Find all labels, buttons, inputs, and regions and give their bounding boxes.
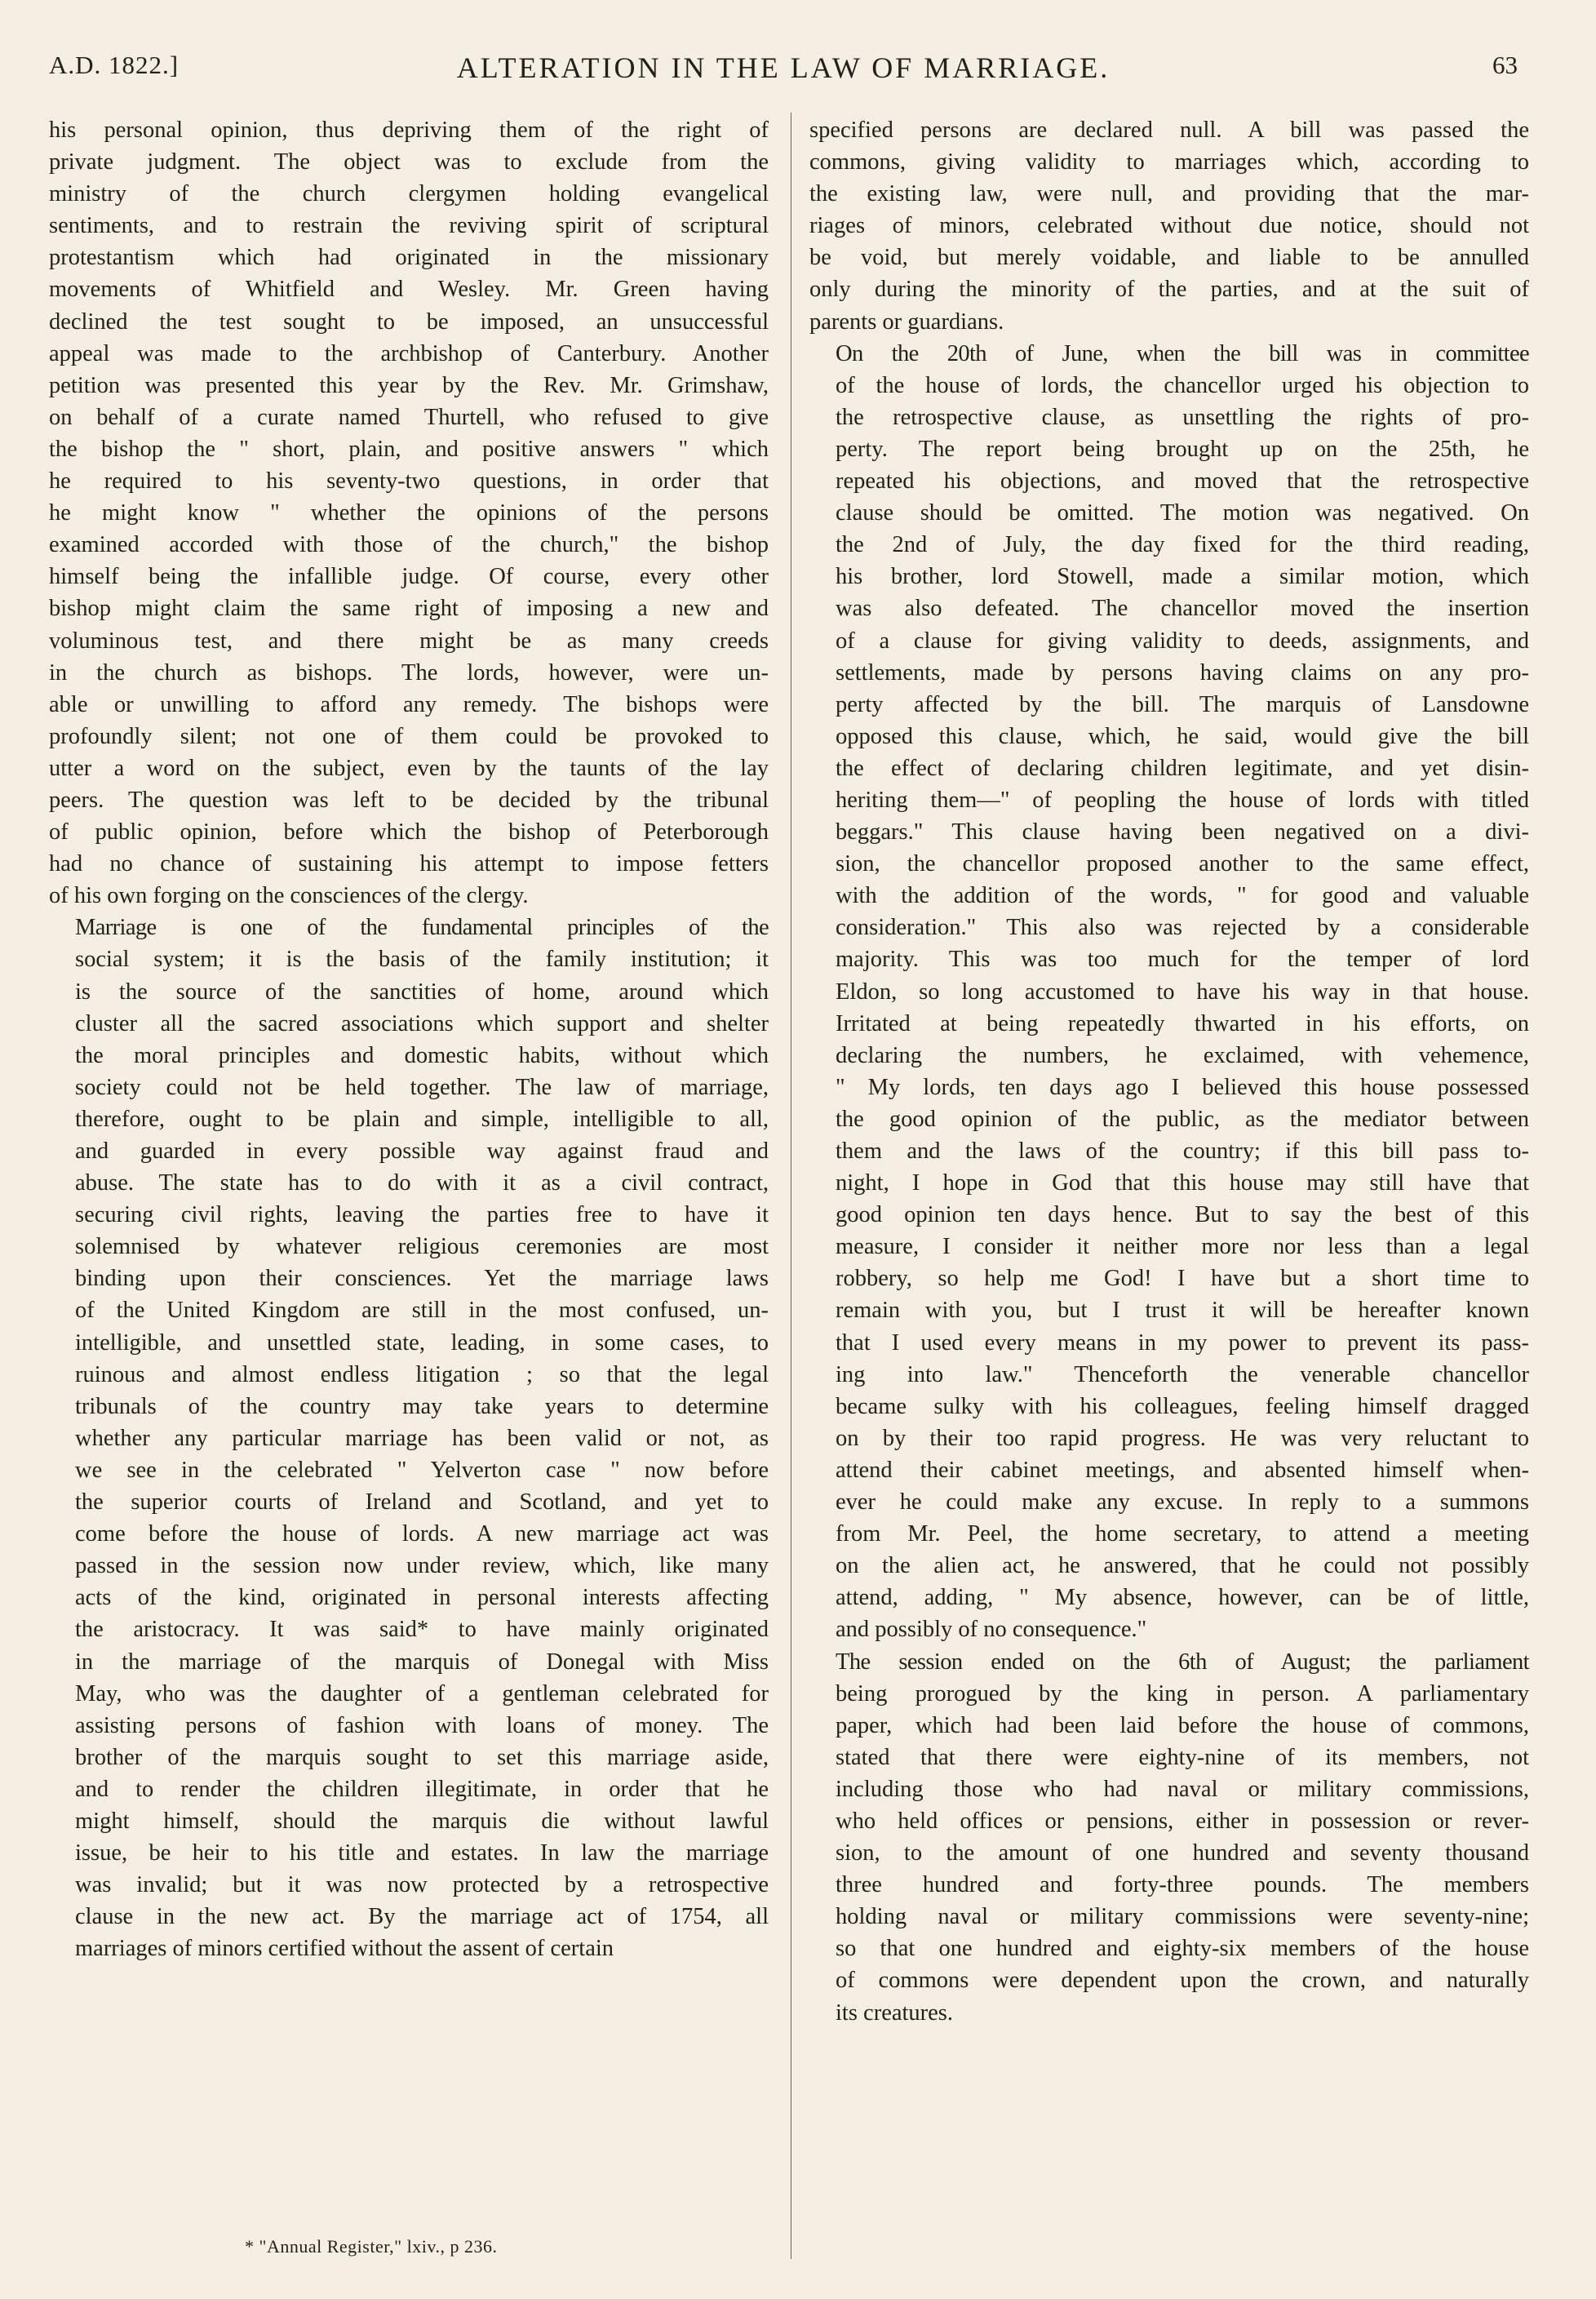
- text-line: examined accorded with those of the church," the bishop: [49, 532, 769, 558]
- text-line: stated that there were eighty-nine of its members, not: [836, 1744, 1529, 1770]
- text-line: binding upon their consciences. Yet the marriage laws: [75, 1266, 769, 1292]
- text-line: of the United Kingdom are still in the most confused, un-: [75, 1298, 769, 1324]
- running-header: [49, 51, 1518, 91]
- text-line: in the church as bishops. The lords, however, were un-: [49, 659, 769, 686]
- text-line: of his own forging on the consciences of the clergy.: [49, 883, 529, 909]
- text-line: so that one hundred and eighty-six members of the house: [836, 1936, 1529, 1962]
- text-line: parents or guardians.: [809, 308, 1004, 335]
- text-line: ing into law." Thenceforth the venerable chancellor: [836, 1361, 1529, 1387]
- text-line: be void, but merely voidable, and liable to be annulled: [809, 245, 1529, 271]
- text-line: movements of Whitfield and Wesley. Mr. Green having: [49, 277, 769, 303]
- text-line: commons, giving validity to marriages which, according to: [809, 149, 1529, 175]
- text-line: brother of the marquis sought to set this marriage aside,: [75, 1744, 769, 1770]
- text-line: with the addition of the words, " for good and valuable: [836, 883, 1529, 909]
- paragraph: [809, 338, 1529, 1646]
- text-line: himself being the infallible judge. Of course, every other: [49, 564, 769, 590]
- text-line: the effect of declaring children legitimate, and yet disin-: [836, 755, 1529, 781]
- text-line: petition was presented this year by the Rev. Mr. Grimshaw,: [49, 372, 769, 398]
- text-line: the moral principles and domestic habits, without which: [75, 1042, 769, 1068]
- text-line: beggars." This clause having been negatived on a divi-: [836, 819, 1529, 845]
- text-line: acts of the kind, originated in personal interests affecting: [75, 1585, 769, 1611]
- text-line: on by their too rapid progress. He was very reluctant to: [836, 1425, 1529, 1451]
- text-line: paper, which had been laid before the house of commons,: [836, 1712, 1529, 1738]
- text-line: declaring the numbers, he exclaimed, with vehemence,: [836, 1042, 1529, 1068]
- text-line: issue, be heir to his title and estates. In law the marriage: [75, 1840, 769, 1866]
- text-line: he might know " whether the opinions of the persons: [49, 500, 769, 526]
- header-year: A.D. 1822.]: [49, 51, 180, 79]
- text-line: therefore, ought to be plain and simple, intelligible to all,: [75, 1106, 769, 1132]
- text-line: from Mr. Peel, the home secretary, to attend a meeting: [836, 1521, 1529, 1547]
- text-line: assisting persons of fashion with loans of money. The: [75, 1712, 769, 1738]
- text-line: being prorogued by the king in person. A parliamentary: [836, 1680, 1529, 1706]
- text-line: holding naval or military commissions were seventy-nine;: [836, 1904, 1529, 1930]
- text-line: society could not be held together. The law of marriage,: [75, 1074, 769, 1100]
- text-line: ruinous and almost endless litigation ; so that the legal: [75, 1361, 769, 1387]
- text-line: Irritated at being repeatedly thwarted in his efforts, on: [836, 1010, 1529, 1036]
- text-line: was invalid; but it was now protected by a retrospective: [75, 1872, 769, 1898]
- left-column: [49, 114, 769, 1964]
- text-line: of a clause for giving validity to deeds, assignments, and: [836, 628, 1529, 654]
- text-line: profoundly silent; not one of them could be provoked to: [49, 723, 769, 749]
- text-line: was also defeated. The chancellor moved the insertion: [836, 596, 1529, 622]
- text-line: three hundred and forty-three pounds. The members: [836, 1872, 1529, 1898]
- page-number: 63: [1492, 51, 1518, 79]
- text-line: marriages of minors certified without the assent of certain: [75, 1936, 614, 1962]
- text-line: who held offices or pensions, either in possession or rever-: [836, 1808, 1529, 1834]
- text-line: measure, I consider it neither more nor less than a legal: [836, 1234, 1529, 1260]
- text-line: remain with you, but I trust it will be hereafter known: [836, 1298, 1529, 1324]
- text-line: whether any particular marriage has been valid or not, as: [75, 1425, 769, 1451]
- text-line: sentiments, and to restrain the reviving spirit of scriptural: [49, 213, 769, 239]
- text-line: declined the test sought to be imposed, an unsuccessful: [49, 308, 769, 335]
- text-line: social system; it is the basis of the family institution; it: [75, 947, 769, 973]
- text-line: perty affected by the bill. The marquis of Lansdowne: [836, 691, 1529, 717]
- text-line: The session ended on the 6th of August; the parliament: [836, 1649, 1529, 1675]
- text-line: might himself, should the marquis die without lawful: [75, 1808, 769, 1834]
- text-line: and guarded in every possible way against fraud and: [75, 1138, 769, 1164]
- paragraph: [809, 114, 1529, 338]
- text-line: securing civil rights, leaving the parties free to have it: [75, 1202, 769, 1228]
- text-line: appeal was made to the archbishop of Canterbury. Another: [49, 340, 769, 366]
- paragraph: [809, 1646, 1529, 2029]
- text-line: became sulky with his colleagues, feeling himself dragged: [836, 1393, 1529, 1419]
- text-line: he required to his seventy-two questions, in order that: [49, 468, 769, 495]
- text-line: solemnised by whatever religious ceremonies are most: [75, 1234, 769, 1260]
- text-line: the aristocracy. It was said* to have mainly originated: [75, 1617, 769, 1643]
- text-line: voluminous test, and there might be as many creeds: [49, 628, 769, 654]
- text-line: ministry of the church clergymen holding evangelical: [49, 181, 769, 207]
- text-line: abuse. The state has to do with it as a civil contract,: [75, 1170, 769, 1196]
- text-line: the bishop the " short, plain, and positive answers " which: [49, 436, 769, 462]
- text-line: tribunals of the country may take years to determine: [75, 1393, 769, 1419]
- text-line: its creatures.: [836, 1999, 954, 2026]
- text-line: the 2nd of July, the day fixed for the third reading,: [836, 532, 1529, 558]
- text-line: settlements, made by persons having claims on any pro-: [836, 659, 1529, 686]
- text-line: " My lords, ten days ago I believed this house possessed: [836, 1074, 1529, 1100]
- text-line: his brother, lord Stowell, made a similar motion, which: [836, 564, 1529, 590]
- text-line: including those who had naval or military commissions,: [836, 1776, 1529, 1802]
- text-line: on the alien act, he answered, that he could not possibly: [836, 1553, 1529, 1579]
- footnote: * "Annual Register," lxiv., p 236.: [245, 2236, 498, 2257]
- text-line: night, I hope in God that this house may still have that: [836, 1170, 1529, 1196]
- paragraph: [49, 912, 769, 1964]
- text-line: protestantism which had originated in the missionary: [49, 245, 769, 271]
- text-line: intelligible, and unsettled state, leading, in some cases, to: [75, 1329, 769, 1356]
- text-line: of the house of lords, the chancellor urged his objection to: [836, 372, 1529, 398]
- text-line: good opinion ten days hence. But to say the best of this: [836, 1202, 1529, 1228]
- text-line: peers. The question was left to be decided by the tribunal: [49, 787, 769, 813]
- text-line: private judgment. The object was to exclude from the: [49, 149, 769, 175]
- text-line: his personal opinion, thus depriving them of the right of: [49, 118, 769, 143]
- text-line: heriting them—" of peopling the house of lords with titled: [836, 787, 1529, 813]
- text-line: perty. The report being brought up on the 25th, he: [836, 436, 1529, 462]
- text-line: we see in the celebrated " Yelverton case " now before: [75, 1457, 769, 1483]
- text-line: clause should be omitted. The motion was negatived. On: [836, 500, 1529, 526]
- text-line: attend, adding, " My absence, however, can be of little,: [836, 1585, 1529, 1611]
- text-line: consideration." This also was rejected by a considerable: [836, 915, 1529, 941]
- text-line: and to render the children illegitimate, in order that he: [75, 1776, 769, 1802]
- text-line: that I used every means in my power to prevent its pass-: [836, 1329, 1529, 1356]
- text-line: cluster all the sacred associations which support and shelter: [75, 1010, 769, 1036]
- text-line: specified persons are declared null. A bill was passed the: [809, 118, 1529, 143]
- text-line: robbery, so help me God! I have but a short time to: [836, 1266, 1529, 1292]
- text-line: sion, to the amount of one hundred and seventy thousand: [836, 1840, 1529, 1866]
- right-column: [809, 114, 1529, 2029]
- text-line: them and the laws of the country; if this bill pass to-: [836, 1138, 1529, 1164]
- text-line: and possibly of no consequence.": [836, 1617, 1147, 1643]
- text-line: of public opinion, before which the bishop of Peterborough: [49, 819, 769, 845]
- text-line: riages of minors, celebrated without due notice, should not: [809, 213, 1529, 239]
- text-line: opposed this clause, which, he said, would give the bill: [836, 723, 1529, 749]
- text-line: of commons were dependent upon the crown, and naturally: [836, 1968, 1529, 1994]
- paragraph: [49, 114, 769, 912]
- text-line: in the marriage of the marquis of Donegal with Miss: [75, 1649, 769, 1675]
- text-line: had no chance of sustaining his attempt to impose fetters: [49, 851, 769, 877]
- text-line: bishop might claim the same right of imposing a new and: [49, 596, 769, 622]
- text-line: sion, the chancellor proposed another to the same effect,: [836, 851, 1529, 877]
- text-line: On the 20th of June, when the bill was in committee: [836, 340, 1529, 366]
- text-line: Eldon, so long accustomed to have his way in that house.: [836, 979, 1529, 1005]
- text-line: the superior courts of Ireland and Scotland, and yet to: [75, 1489, 769, 1516]
- text-line: on behalf of a curate named Thurtell, who refused to give: [49, 404, 769, 430]
- text-line: utter a word on the subject, even by the taunts of the lay: [49, 755, 769, 781]
- text-line: ever he could make any excuse. In reply to a summons: [836, 1489, 1529, 1516]
- text-line: able or unwilling to afford any remedy. The bishops were: [49, 691, 769, 717]
- text-line: Marriage is one of the fundamental principles of the: [75, 915, 769, 941]
- text-line: the existing law, were null, and providing that the mar-: [809, 181, 1529, 207]
- text-line: clause in the new act. By the marriage act of 1754, all: [75, 1904, 769, 1930]
- text-line: the good opinion of the public, as the mediator between: [836, 1106, 1529, 1132]
- text-line: only during the minority of the parties, and at the suit of: [809, 277, 1529, 303]
- text-line: majority. This was too much for the temper of lord: [836, 947, 1529, 973]
- text-line: passed in the session now under review, which, like many: [75, 1553, 769, 1579]
- header-title: ALTERATION IN THE LAW OF MARRIAGE.: [456, 51, 1111, 84]
- text-line: the retrospective clause, as unsettling the rights of pro-: [836, 404, 1529, 430]
- text-line: May, who was the daughter of a gentleman celebrated for: [75, 1680, 769, 1706]
- text-line: is the source of the sanctities of home, around which: [75, 979, 769, 1005]
- text-line: come before the house of lords. A new marriage act was: [75, 1521, 769, 1547]
- text-line: attend their cabinet meetings, and absented himself when-: [836, 1457, 1529, 1483]
- text-line: repeated his objections, and moved that the retrospective: [836, 468, 1529, 495]
